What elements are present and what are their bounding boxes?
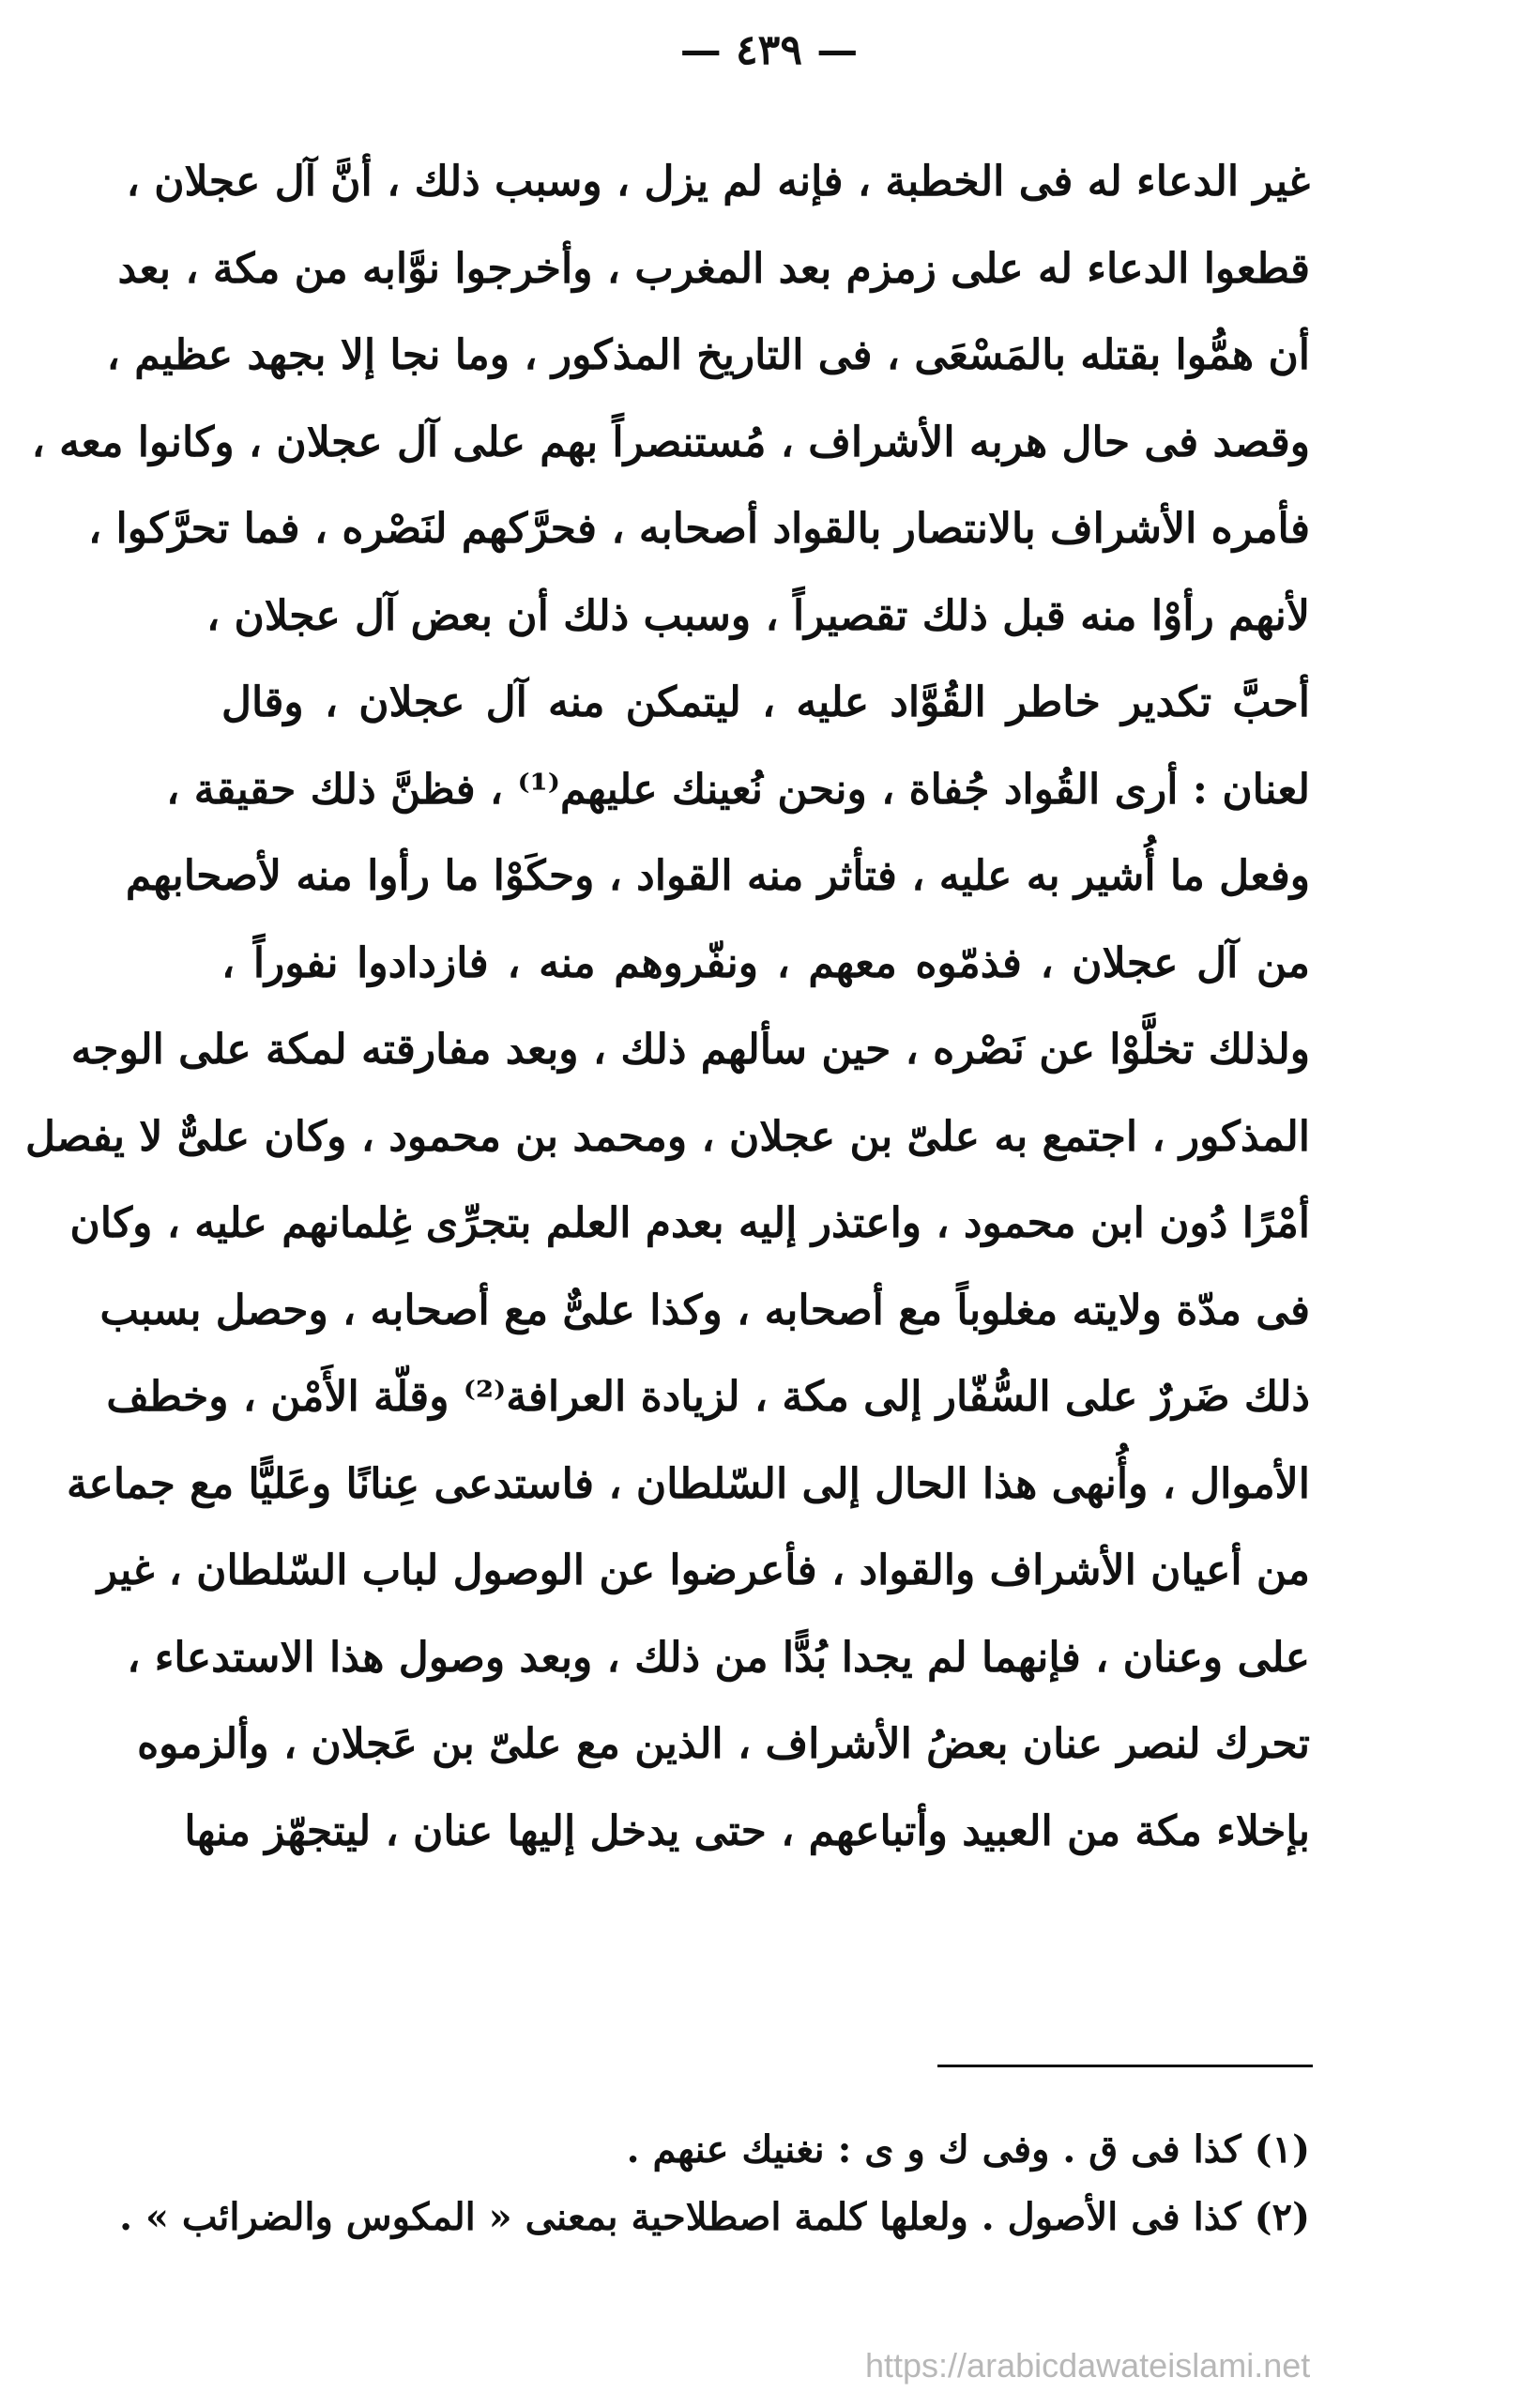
text-line: فأمره الأشراف بالانتصار بالقواد أصحابه ، فحرَّكهم لنَصْره ، فما تحرَّكوا ، [87, 505, 1310, 553]
text-line: الأموال ، وأُنهى هذا الحال إلى السّلطان ، فاستدعى عِنانًا وعَليًّا مع جماعة [66, 1459, 1310, 1508]
page-number: — ٤٣٩ — [679, 26, 859, 74]
text-line: غير الدعاء له فى الخطبة ، فإنه لم يزل ، وسبب ذلك ، أنَّ آل عجلان ، [126, 158, 1310, 206]
text-line: تحرك لنصر عنان بعضُ الأشراف ، الذين مع علىّ بن عَجلان ، وألزموه [137, 1720, 1310, 1768]
footnote-1: (١) كذا فى ق . وفى ك و ى : نغنيك عنهم . [626, 2127, 1310, 2172]
text-line: على وعنان ، فإنهما لم يجدا بُدًّا من ذلك ، وبعد وصول هذا الاستدعاء ، [127, 1633, 1310, 1682]
text-line: من آل عجلان ، فذمّوه معهم ، ونفّروهم منه ، فازدادوا نفوراً ، [221, 938, 1310, 987]
text-line: المذكور ، اجتمع به علىّ بن عجلان ، ومحمد بن محمود ، وكان علىٌّ لا يفصل [24, 1112, 1310, 1161]
text-line: وفعل ما أُشير به عليه ، فتأثر منه القواد ، وحكَوْا ما رأوا منه لأصحابهم [125, 852, 1310, 900]
footnotes [119, 2116, 1310, 2251]
text-line: أمْرًا دُون ابن محمود ، واعتذر إليه بعدم العلم بتجرِّى غِلمانهم عليه ، وكان [69, 1199, 1310, 1247]
text-line: لأنهم رأوْا منه قبل ذلك تقصيراً ، وسبب ذلك أن بعض آل عجلان ، [206, 591, 1310, 640]
text-line: وقصد فى حال هربه الأشراف ، مُستنصراً بهم على آل عجلان ، وكانوا معه ، [31, 418, 1310, 466]
watermark-url: https://arabicdawateislami.net [865, 2346, 1311, 2385]
text-line: أن همُّوا بقتله بالمَسْعَى ، فى التاريخ المذكور ، وما نجا إلا بجهد عظيم ، [106, 331, 1310, 379]
text-line: من أعيان الأشراف والقواد ، فأعرضوا عن الوصول لباب السّلطان ، غير [97, 1547, 1310, 1594]
main-text [24, 139, 1310, 1875]
footnote-divider [937, 2065, 1313, 2067]
footnote-2: (٢) كذا فى الأصول . ولعلها كلمة اصطلاحية بمعنى « المكوس والضرائب » . [119, 2195, 1310, 2239]
text-line: لعنان : أرى القُواد جُفاة ، ونحن نُعينك عليهم⁽¹⁾ ، فظنَّ ذلك حقيقة ، [166, 765, 1310, 814]
text-line: ولذلك تخلَّوْا عن نَصْره ، حين سألهم ذلك ، وبعد مفارقته لمكة على الوجه [70, 1026, 1310, 1074]
text-line: أحبَّ تكدير خاطر القُوَّاد عليه ، ليتمكن منه آل عجلان ، وقال [221, 678, 1310, 726]
text-line: بإخلاء مكة من العبيد وأتباعهم ، حتى يدخل إليها عنان ، ليتجهّز منها [184, 1806, 1310, 1855]
text-line: قطعوا الدعاء له على زمزم بعد المغرب ، وأخرجوا نوَّابه من مكة ، بعد [117, 244, 1310, 293]
text-line: ذلك ضَررٌ على السُّفّار إلى مكة ، لزيادة العرافة⁽²⁾ وقلّة الأَمْن ، وخطف [106, 1373, 1310, 1421]
text-line: فى مدّة ولايته مغلوباً مع أصحابه ، وكذا علىٌّ مع أصحابه ، وحصل بسبب [99, 1286, 1310, 1334]
